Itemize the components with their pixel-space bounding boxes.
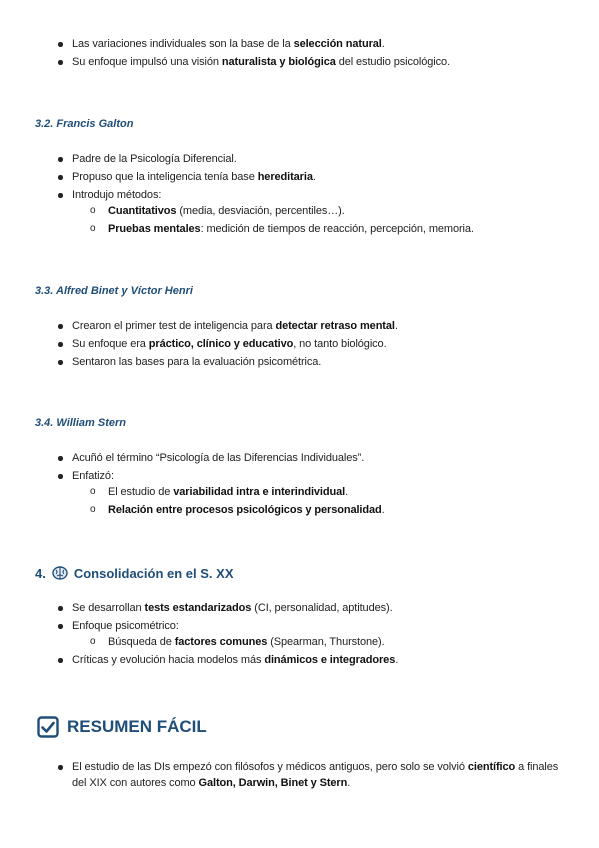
list-item	[0, 652, 599, 670]
brain-icon	[52, 565, 68, 581]
bold-text: factores comunes	[174, 636, 268, 648]
text: .	[395, 654, 399, 666]
bold-text: detectar retraso mental	[275, 320, 395, 332]
heading-binet: 3.3. Alfred Binet y Víctor Henri	[35, 285, 193, 297]
section-number: 4.	[35, 565, 46, 581]
text: Propuso que la inteligencia tenía base	[72, 171, 258, 183]
sub-list	[72, 634, 599, 652]
text: .	[381, 504, 385, 516]
sub-list-item	[72, 203, 599, 221]
list-item: Padre de la Psicología Diferencial.	[0, 151, 599, 169]
text: : medición de tiempos de reacción, percepción, memoria.	[200, 223, 474, 235]
text: Su enfoque era	[72, 338, 149, 350]
list-item	[0, 618, 599, 652]
bold-text: dinámicos e integradores	[264, 654, 396, 666]
list-item	[0, 36, 599, 54]
galton-list	[0, 151, 599, 239]
bold-text: hereditaria	[257, 171, 313, 183]
section-4-list	[0, 600, 599, 670]
text: .	[347, 777, 351, 789]
text: Su enfoque impulsó una visión	[72, 56, 222, 68]
text: .	[312, 171, 316, 183]
list-item: Sentaron las bases para la evaluación psicométrica.	[0, 354, 599, 372]
list-item	[0, 187, 599, 239]
sub-list-item	[72, 502, 599, 520]
sub-list	[72, 203, 599, 239]
text: , no tanto biológico.	[293, 338, 387, 350]
text: El estudio de las DIs empezó con filósofos y médicos antiguos, pero solo se volvió	[72, 761, 468, 773]
heading-galton: 3.2. Francis Galton	[35, 118, 134, 130]
text: .	[394, 320, 398, 332]
section-title: Consolidación en el S. XX	[73, 565, 234, 581]
list-item: Acuñó el término “Psicología de las Diferencias Individuales”.	[0, 450, 599, 468]
binet-list	[0, 318, 599, 372]
text: (CI, personalidad, aptitudes).	[251, 602, 393, 614]
text: Enfatizó:	[72, 470, 114, 482]
stern-list	[0, 450, 599, 520]
text: Las variaciones individuales son la base de la	[72, 38, 294, 50]
text: Enfoque psicométrico:	[72, 620, 179, 632]
list-item	[0, 54, 599, 72]
bold-text: selección natural	[293, 38, 382, 50]
text: (media, desviación, percentiles…).	[176, 205, 345, 217]
section-4-heading	[35, 565, 234, 581]
text: Se desarrollan	[72, 602, 145, 614]
text: Introdujo métodos:	[72, 189, 162, 201]
text: a finales del XIX con autores como	[72, 761, 559, 789]
text: El estudio de	[108, 486, 174, 498]
list-item	[0, 336, 599, 354]
bold-text: variabilidad intra e interindividual	[173, 486, 346, 498]
list-item	[0, 169, 599, 187]
list-item	[0, 600, 599, 618]
bold-text: naturalista y biológica	[221, 56, 336, 68]
text: Crearon el primer test de inteligencia para	[72, 320, 276, 332]
sub-list-item	[72, 221, 599, 239]
text: .	[381, 38, 385, 50]
resumen-heading	[37, 716, 207, 738]
resumen-title: RESUMEN FÁCIL	[67, 717, 207, 736]
bold-text: Relación entre procesos psicológicos y personalidad	[108, 504, 382, 516]
text: (Spearman, Thurstone).	[267, 636, 385, 648]
heading-stern: 3.4. William Stern	[35, 417, 126, 429]
bold-text: Pruebas mentales	[108, 223, 201, 235]
text: del estudio psicológico.	[335, 56, 451, 68]
checkbox-icon	[37, 716, 59, 738]
sub-list-item	[72, 484, 599, 502]
sub-list	[72, 484, 599, 520]
bold-text: científico	[467, 761, 516, 773]
bold-text: práctico, clínico y educativo	[148, 338, 294, 350]
top-list	[0, 36, 599, 72]
text: .	[345, 486, 349, 498]
sub-list-item	[72, 634, 599, 652]
text: Búsqueda de	[108, 636, 175, 648]
list-item	[0, 318, 599, 336]
list-item	[0, 468, 599, 520]
bold-text: Cuantitativos	[108, 205, 177, 217]
bold-text: Galton, Darwin, Binet y Stern	[198, 777, 348, 789]
list-item	[0, 759, 599, 791]
resumen-list	[0, 759, 599, 791]
text: Críticas y evolución hacia modelos más	[72, 654, 265, 666]
bold-text: tests estandarizados	[144, 602, 252, 614]
